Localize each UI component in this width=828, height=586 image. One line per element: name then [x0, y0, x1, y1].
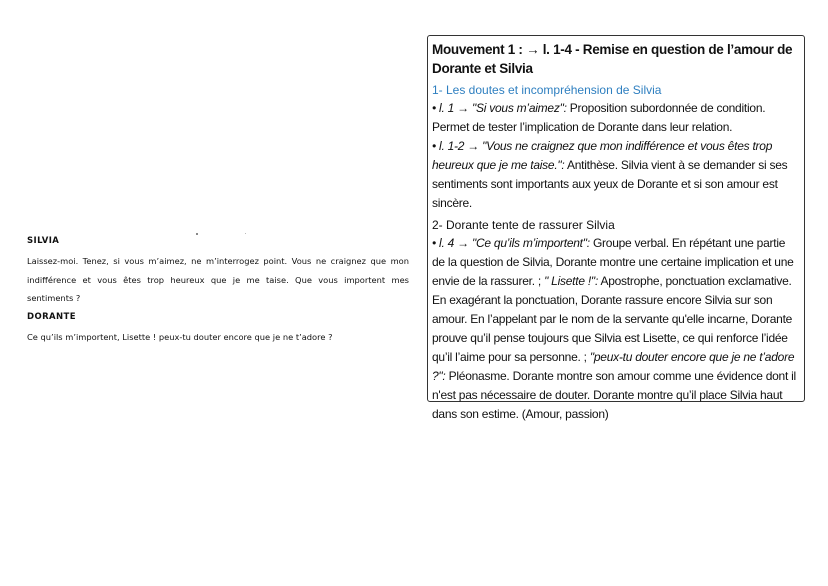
quote-ref: • l. 1 → "Si vous m’aimez":	[432, 101, 567, 115]
section-1-point-2	[432, 137, 801, 213]
section-2-point-1	[432, 234, 801, 424]
section-1-title: 1- Les doutes et incompréhension de Silvia	[432, 83, 662, 97]
play-excerpt	[27, 236, 409, 350]
section-2-title: 2- Dorante tente de rassurer Silvia	[432, 218, 615, 232]
quote-ref: • l. 1-2 → "Vous ne craignez que mon indifférence et vous êtes trop heureux que je me taise.":	[432, 139, 773, 172]
analysis-text: Pléonasme. Dorante montre son amour comme une évidence dont il n'est pas nécessaire de douter. Dorante montre qu’il place Silvia haut dans son estime. (Amour, passion)	[432, 369, 796, 421]
analysis-text: Groupe verbal. En répétant une partie de la question de Silvia, Dorante montre une certaine implication et une envie de la rassurer. ;	[432, 236, 794, 288]
section-1-point-1	[432, 99, 801, 137]
speech-dorante: Ce qu’ils m’importent, Lisette ! peux-tu douter encore que je ne t’adore ?	[27, 331, 333, 342]
analysis-box	[427, 35, 805, 421]
analysis-text: Antithèse. Silvia vient à se demander si ses sentiments sont importants aux yeux de Dorante et si son amour est sincère.	[432, 158, 788, 210]
quote-ref: • l. 4 → "Ce qu’ils m’importent":	[432, 236, 590, 250]
quote-ref: "peux-tu douter encore que je ne t’adore ?":	[432, 350, 795, 383]
speaker-silvia: SILVIA	[27, 236, 60, 246]
stray-mark	[196, 233, 198, 235]
speech-silvia: Laissez-moi. Tenez, si vous m’aimez, ne m’interrogez point. Vous ne craignez que mon indifférence et vous êtes trop heureux que je me taise. Que vous importent mes sentiments ?	[27, 256, 409, 303]
stray-mark-faint	[245, 233, 246, 234]
analysis-title: Mouvement 1 : → l. 1-4 - Remise en question de l’amour de Dorante et Silvia	[432, 42, 793, 76]
analysis-text: Proposition subordonnée de condition. Permet de tester l’implication de Dorante dans leur relation.	[432, 101, 766, 134]
speaker-dorante: DORANTE	[27, 311, 76, 322]
quote-ref: " Lisette !":	[544, 274, 599, 288]
analysis-text: Apostrophe, ponctuation exclamative. En exagérant la ponctuation, Dorante rassure encore Silvia sur son amour. En l’appelant par le nom de la servante qu'elle incarne, Dorante prouve qu’il pense toujours que Silvia est Lisette, ce qui renforce l’idée qu’il l’aime pour sa personne. ;	[432, 274, 793, 364]
